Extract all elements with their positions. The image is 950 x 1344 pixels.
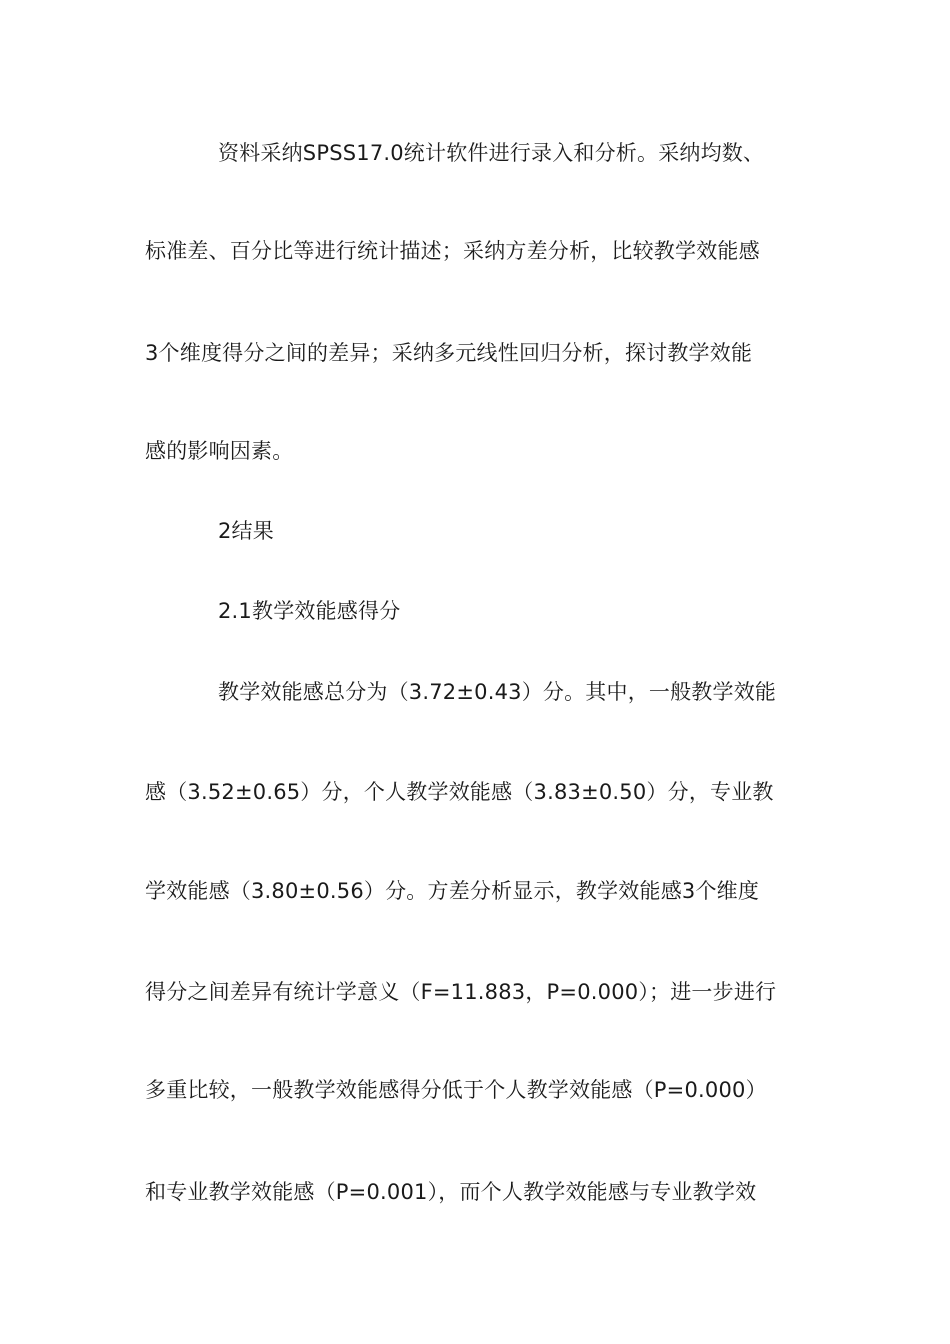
- section-heading: 2结果: [218, 519, 274, 543]
- paragraph-line: 得分之间差异有统计学意义（F=11.883，P=0.000）；进一步进行: [145, 980, 777, 1004]
- paragraph-line: 多重比较，一般教学效能感得分低于个人教学效能感（P=0.000）: [145, 1078, 767, 1102]
- paragraph-line: 资料采纳SPSS17.0统计软件进行录入和分析。采纳均数、: [218, 141, 765, 165]
- paragraph-line: 标准差、百分比等进行统计描述；采纳方差分析，比较教学效能感: [145, 239, 760, 263]
- paragraph-line: 学效能感（3.80±0.56）分。方差分析显示，教学效能感3个维度: [145, 879, 760, 903]
- paragraph-line: 感的影响因素。: [145, 439, 294, 463]
- paragraph-line: 3个维度得分之间的差异；采纳多元线性回归分析，探讨教学效能: [145, 341, 753, 365]
- paragraph-line: 和专业教学效能感（P=0.001），而个人教学效能感与专业教学效: [145, 1180, 757, 1204]
- paragraph-line: 教学效能感总分为（3.72±0.43）分。其中，一般教学效能: [218, 680, 777, 704]
- paragraph-line: 感（3.52±0.65）分，个人教学效能感（3.83±0.50）分，专业教: [145, 780, 774, 804]
- subsection-heading: 2.1教学效能感得分: [218, 599, 401, 623]
